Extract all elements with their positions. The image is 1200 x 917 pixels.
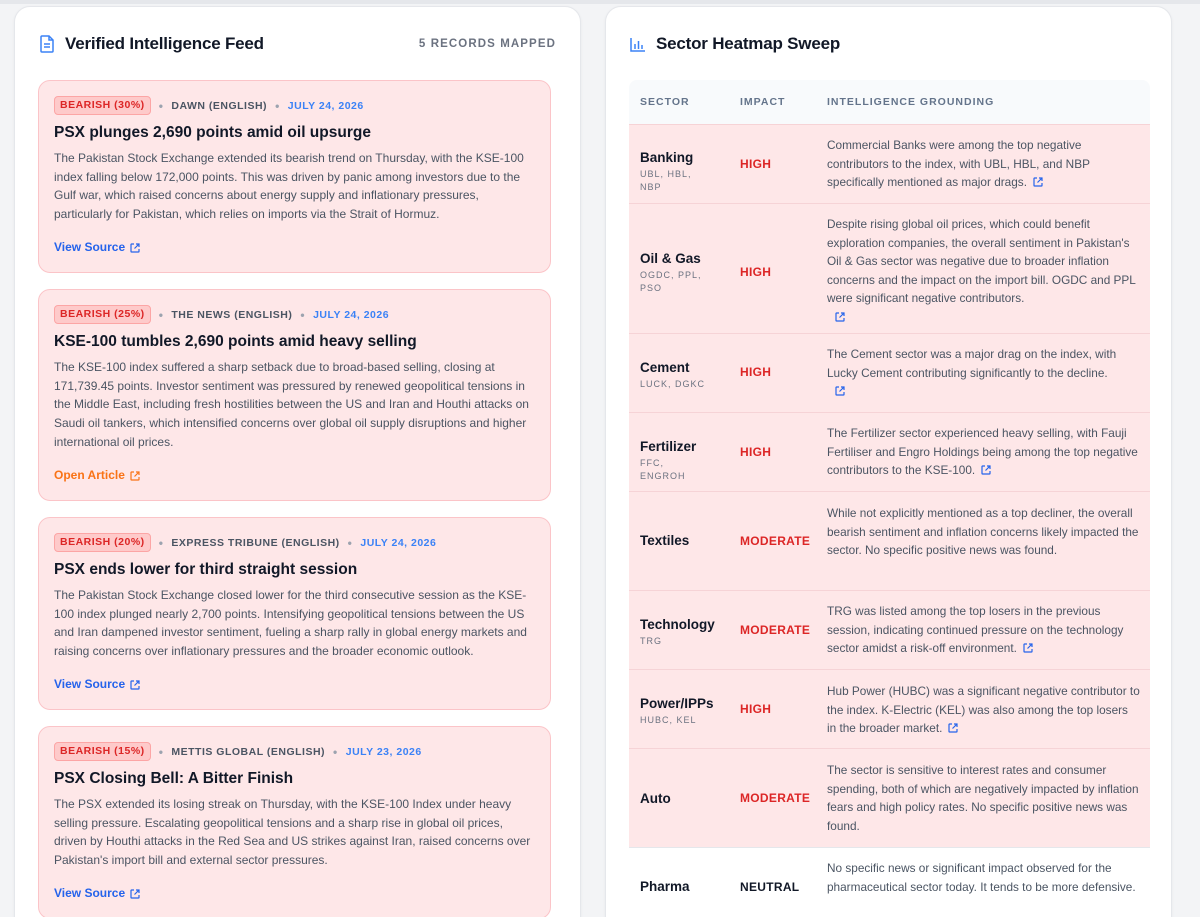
grounding-text: While not explicitly mentioned as a top decliner, the overall bearish sentiment and inflation concerns likely impacted the sector. No specific positive news was found. [827,506,1139,558]
sector-cell [640,359,710,391]
impact-level: HIGH [740,157,772,171]
sector-name: Textiles [640,533,690,548]
card-meta [54,305,535,324]
news-card [38,80,551,273]
news-summary: The PSX extended its losing streak on Thursday, with the KSE-100 Index under heavy selling pressure. Escalating geopolitical tensions and a sharp rise in global oil prices, driven by Houthi attacks in the Red Sea and US strikes against Iran, raised concerns over Pakistan's import bill and external sector pressures. [54,797,531,868]
document-icon [39,35,55,53]
sector-tickers: TRG [640,636,662,646]
bar-chart-icon [630,35,646,53]
top-divider [0,0,1200,4]
heatmap-title: Sector Heatmap Sweep [656,34,841,53]
grounding-text [827,682,1140,738]
feed-header [39,31,556,57]
sector-name: Pharma [640,879,690,894]
separator-dot: • [275,98,280,113]
news-card [38,289,551,501]
card-meta [54,533,535,552]
view-source-link[interactable] [54,240,140,254]
news-card [38,726,551,917]
news-source: EXPRESS TRIBUNE (ENGLISH) [171,536,340,549]
news-source: THE NEWS (ENGLISH) [171,308,293,321]
news-headline: PSX ends lower for third straight session [54,561,358,578]
grounding-text: The sector is sensitive to interest rates and consumer spending, both of which are negatively impacted by inflation fears and high policy rates. No specific positive news was found. [827,763,1139,833]
column-grounding: INTELLIGENCE GROUNDING [827,96,995,108]
impact-level: NEUTRAL [740,880,800,894]
news-headline: PSX plunges 2,690 points amid oil upsurge [54,124,371,141]
grounding-text [827,602,1140,658]
sector-tickers: UBL, HBL, NBP [640,169,692,192]
external-link-icon [130,470,140,480]
link-label: View Source [54,886,126,900]
open-article-link[interactable] [54,468,140,482]
separator-dot: • [158,98,164,113]
grounding-text [827,136,1140,192]
news-date: JULY 24, 2026 [360,536,437,549]
link-label: Open Article [54,468,125,482]
news-summary: The Pakistan Stock Exchange extended its bearish trend on Thursday, with the KSE-100 index falling below 172,000 points. This was driven by panic among investors due to the Gulf war, which raised concerns about energy supply and inflationary pressures, particularly for Pakistan, which relies on imports via the Strait of Hormuz. [54,151,524,222]
impact-level: HIGH [740,365,772,379]
grounding-text [827,215,1140,327]
sector-tickers: HUBC, KEL [640,715,697,725]
grounding-body: The Fertilizer sector experienced heavy selling, with Fauji Fertiliser and Engro Holdings being among the top negative contributors to the KSE-100. [827,426,1138,478]
sector-name: Power/IPPs [640,696,714,711]
table-row [629,124,1150,203]
grounding-body: The Cement sector was a major drag on the index, with Lucky Cement contributing significantly to the decline. [827,347,1117,380]
table-row [629,203,1150,333]
sector-cell [640,250,710,295]
external-link-icon[interactable] [1033,174,1043,184]
separator-dot: • [333,744,338,759]
view-source-link[interactable] [54,886,140,900]
impact-level: MODERATE [740,791,811,805]
grounding-text: No specific news or significant impact observed for the pharmaceutical sector today. It tends to be more defensive. [827,861,1136,894]
grounding-body: TRG was listed among the top losers in the previous session, indicating continued pressure on the technology sector amidst a risk-off environment. [827,604,1124,656]
external-link-icon[interactable] [948,720,958,730]
table-row [629,412,1150,491]
sector-tickers: LUCK, DGKC [640,379,706,389]
sentiment-badge: BEARISH (20%) [54,533,151,552]
news-source: DAWN (ENGLISH) [171,99,268,112]
sector-name: Cement [640,360,690,375]
impact-level: HIGH [740,702,772,716]
table-row [629,669,1150,748]
table-row [629,491,1150,590]
external-link-icon[interactable] [835,309,845,319]
grounding-body: Despite rising global oil prices, which could benefit exploration companies, the overall sentiment in Pakistan's Oil & Gas sector was negative due to broader inflation concerns and the impact on the import bill. OGDC and PPL were significant negative contributors. [827,217,1136,306]
table-header [629,80,1150,124]
sector-cell [640,878,690,895]
separator-dot: • [158,307,164,322]
sector-cell [640,616,715,648]
external-link-icon [130,888,140,898]
records-count: 5 RECORDS MAPPED [418,38,556,50]
link-label: View Source [54,240,126,254]
feed-title: Verified Intelligence Feed [65,34,264,53]
external-link-icon[interactable] [1023,640,1033,650]
impact-level: MODERATE [740,534,811,548]
news-source: METTIS GLOBAL (ENGLISH) [171,745,326,758]
view-source-link[interactable] [54,677,140,691]
news-card [38,517,551,710]
news-date: JULY 23, 2026 [345,745,422,758]
sector-name: Fertilizer [640,439,697,454]
sector-cell [640,532,689,549]
table-row [629,590,1150,669]
news-date: JULY 24, 2026 [287,99,364,112]
impact-level: MODERATE [740,623,811,637]
sector-cell [640,790,671,807]
external-link-icon [130,679,140,689]
heatmap-header [630,31,1147,57]
separator-dot: • [347,535,353,550]
separator-dot: • [158,744,164,759]
table-row [629,748,1150,847]
news-summary: The KSE-100 index suffered a sharp setback due to broad-based selling, closing at 171,739.45 points. Investor sentiment was pressured by renewed geopolitical tensions in the Middle East, including fresh hostilities between the US and Iran and Houthi attacks on Saudi oil tankers, which intensified concerns over global oil supply disruptions and higher international oil prices. [54,360,529,449]
link-label: View Source [54,677,126,691]
news-headline: KSE-100 tumbles 2,690 points amid heavy selling [54,333,417,350]
table-row [629,847,1150,917]
sector-cell [640,438,710,483]
sector-name: Auto [640,791,671,806]
intelligence-feed-panel [14,6,581,917]
table-row [629,333,1150,412]
news-summary: The Pakistan Stock Exchange closed lower for the third consecutive session as the KSE-100 index plunged nearly 2,700 points. Intensifying geopolitical tensions between the US and Iran dampened investor sentiment, fueling a sharp rally in global energy markets and raising concerns over inflationary pressures and the broader economic outlook. [54,588,527,659]
sector-cell [640,149,710,194]
sector-tickers: OGDC, PPL, PSO [640,270,702,293]
column-sector: SECTOR [640,96,690,108]
sector-name: Oil & Gas [640,251,701,266]
external-link-icon [130,242,140,252]
sector-heatmap-panel [605,6,1172,917]
sector-tickers: FFC, ENGROH [640,458,686,481]
sector-name: Technology [640,617,715,632]
grounding-text [827,424,1140,480]
news-headline: PSX Closing Bell: A Bitter Finish [54,770,294,787]
sentiment-badge: BEARISH (25%) [54,305,151,324]
external-link-icon[interactable] [835,383,845,393]
sentiment-badge: BEARISH (30%) [54,96,151,115]
sector-cell [640,695,714,727]
external-link-icon[interactable] [981,462,991,472]
grounding-body: Commercial Banks were among the top negative contributors to the index, with UBL, HBL, and NBP specifically mentioned as major drags. [827,138,1090,190]
impact-level: HIGH [740,445,772,459]
sector-name: Banking [640,150,694,165]
sentiment-badge: BEARISH (15%) [54,742,151,761]
impact-level: HIGH [740,265,772,279]
separator-dot: • [300,307,306,322]
grounding-text [827,345,1140,401]
grounding-body: Hub Power (HUBC) was a significant negative contributor to the index. K-Electric (KEL) was also among the top losers in the broader market. [827,684,1140,736]
card-meta [54,96,535,115]
separator-dot: • [158,535,164,550]
column-impact: IMPACT [740,96,786,108]
news-date: JULY 24, 2026 [313,308,390,321]
card-meta [54,742,535,761]
